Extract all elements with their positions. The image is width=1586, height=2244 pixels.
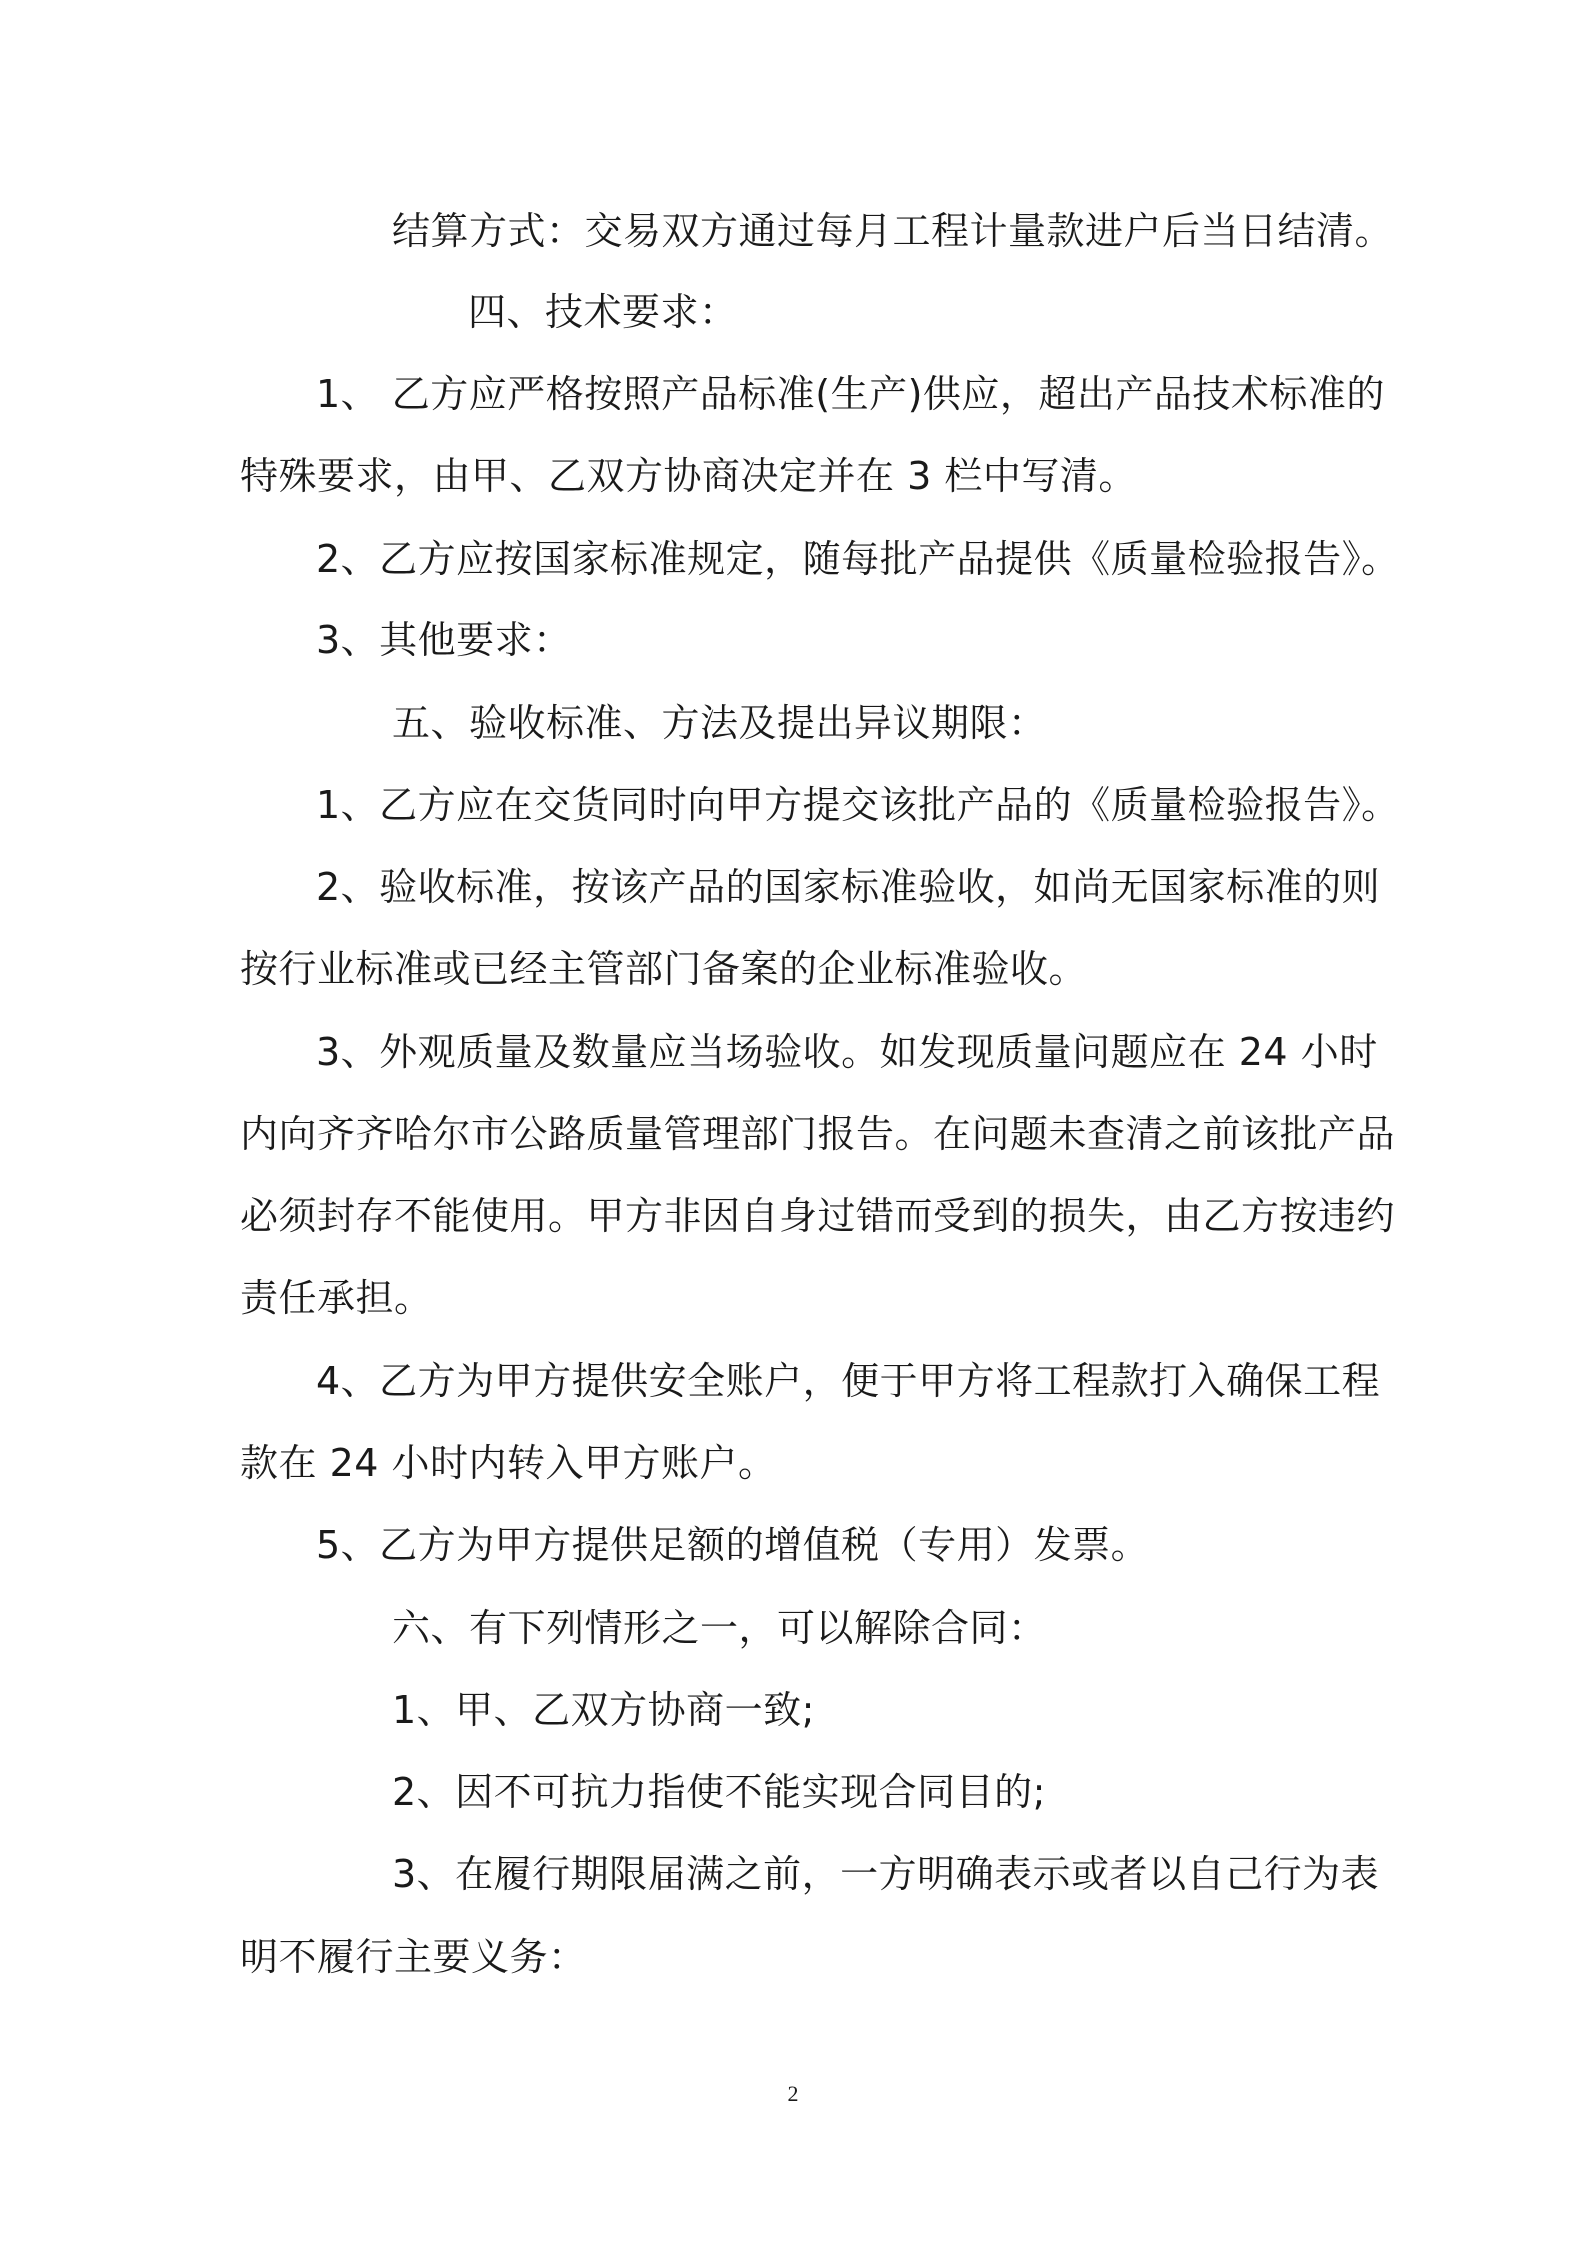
text-line-acceptance-4-cont: 款在 24 小时内转入甲方账户。 bbox=[240, 1441, 777, 1485]
text-line-tech-req-2: 2、乙方应按国家标准规定，随每批产品提供《质量检验报告》。 bbox=[316, 537, 1400, 581]
text-line-tech-req-1-cont: 特殊要求，由甲、乙双方协商决定并在 3 栏中写清。 bbox=[240, 454, 1137, 498]
text-line-tech-req-1: 1、 乙方应严格按照产品标准(生产)供应，超出产品技术标准的 bbox=[316, 372, 1385, 416]
text-line-acceptance-1: 1、乙方应在交货同时向甲方提交该批产品的《质量检验报告》。 bbox=[316, 783, 1400, 827]
text-line-acceptance-2-cont: 按行业标准或已经主管部门备案的企业标准验收。 bbox=[240, 947, 1088, 991]
text-line-termination-3-cont: 明不履行主要义务： bbox=[240, 1935, 587, 1979]
text-line-termination-1: 1、甲、乙双方协商一致; bbox=[392, 1688, 815, 1732]
section-heading-technical-requirements: 四、技术要求： bbox=[468, 290, 738, 334]
page-number: 2 bbox=[787, 2081, 799, 2106]
text-line-acceptance-3: 3、外观质量及数量应当场验收。如发现质量问题应在 24 小时 bbox=[316, 1030, 1378, 1074]
text-line-settlement-method: 结算方式：交易双方通过每月工程计量款进户后当日结清。 bbox=[392, 209, 1394, 253]
text-line-termination-3: 3、在履行期限届满之前，一方明确表示或者以自己行为表 bbox=[392, 1852, 1380, 1896]
text-line-acceptance-3-cont-3: 责任承担。 bbox=[240, 1276, 433, 1320]
section-heading-acceptance: 五、验收标准、方法及提出异议期限： bbox=[392, 701, 1047, 745]
section-heading-termination: 六、有下列情形之一，可以解除合同： bbox=[392, 1606, 1047, 1650]
text-line-acceptance-3-cont-1: 内向齐齐哈尔市公路质量管理部门报告。在问题未查清之前该批产品 bbox=[240, 1112, 1396, 1156]
text-line-acceptance-3-cont-2: 必须封存不能使用。甲方非因自身过错而受到的损失，由乙方按违约 bbox=[240, 1194, 1396, 1238]
text-line-termination-2: 2、因不可抗力指使不能实现合同目的; bbox=[392, 1770, 1046, 1814]
text-line-tech-req-3: 3、其他要求： bbox=[316, 618, 572, 662]
text-line-acceptance-2: 2、验收标准，按该产品的国家标准验收，如尚无国家标准的则 bbox=[316, 865, 1381, 909]
text-line-acceptance-4: 4、乙方为甲方提供安全账户，便于甲方将工程款打入确保工程 bbox=[316, 1359, 1381, 1403]
text-line-acceptance-5: 5、乙方为甲方提供足额的增值税（专用）发票。 bbox=[316, 1523, 1150, 1567]
